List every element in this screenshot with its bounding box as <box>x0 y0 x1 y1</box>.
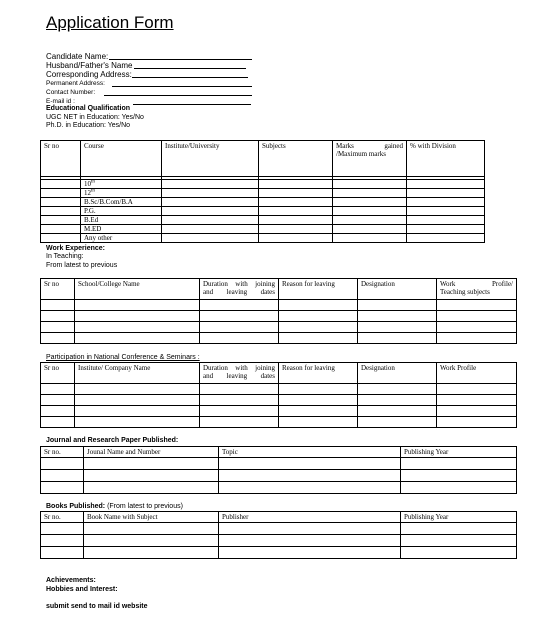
journal-table <box>40 446 517 494</box>
table-cell[interactable] <box>259 216 333 225</box>
table-cell[interactable] <box>41 406 75 417</box>
table-cell[interactable] <box>41 547 84 559</box>
conf-col-srno: Sr no <box>41 363 75 384</box>
books-col-name: Book Name with Subject <box>84 512 219 523</box>
table-cell[interactable] <box>219 458 401 470</box>
table-cell[interactable] <box>200 406 279 417</box>
conference-header-row <box>41 363 517 384</box>
table-cell[interactable] <box>162 216 259 225</box>
candidate-name-line[interactable] <box>109 59 252 60</box>
table-cell[interactable] <box>200 300 279 311</box>
table-cell[interactable] <box>333 225 407 234</box>
table-cell[interactable] <box>41 189 81 198</box>
permanent-address-field[interactable] <box>46 79 105 88</box>
table-cell[interactable] <box>84 470 219 482</box>
col-marks-line1: Marks gained <box>336 142 403 150</box>
table-cell[interactable] <box>401 458 517 470</box>
table-cell[interactable] <box>437 300 517 311</box>
corresponding-address-label: Corresponding Address: <box>46 70 132 79</box>
col-marks <box>333 141 407 177</box>
conference-table-row <box>41 406 517 417</box>
table-cell[interactable] <box>41 482 84 494</box>
conference-table-row <box>41 417 517 428</box>
email-line[interactable] <box>133 104 251 105</box>
page-title: Application Form <box>46 13 174 32</box>
work-header-row <box>41 279 517 300</box>
books-col-publisher: Publisher <box>219 512 401 523</box>
table-row <box>41 225 485 234</box>
table-cell[interactable] <box>407 189 485 198</box>
table-row <box>41 189 485 198</box>
table-cell[interactable] <box>41 180 81 189</box>
table-cell[interactable] <box>437 333 517 344</box>
permanent-address-label: Permanent Address: <box>46 80 105 87</box>
work-col-profile: Work Profile/ Teaching subjects <box>437 279 517 300</box>
table-cell[interactable] <box>358 300 437 311</box>
table-cell[interactable] <box>333 189 407 198</box>
journal-header-row <box>41 447 517 458</box>
contact-number-line[interactable] <box>104 95 252 96</box>
table-cell[interactable] <box>279 322 358 333</box>
journal-col-year: Publishing Year <box>401 447 517 458</box>
in-teaching-label: In Teaching: <box>46 253 84 260</box>
table-cell[interactable] <box>41 234 81 243</box>
table-cell[interactable] <box>437 406 517 417</box>
husband-father-name-line[interactable] <box>134 68 246 69</box>
books-header-row <box>41 512 517 523</box>
course-name: Any other <box>81 234 162 243</box>
table-row <box>41 216 485 225</box>
conf-col-institute: Institute/ Company Name <box>75 363 200 384</box>
education-heading: Educational Qualification <box>46 105 131 112</box>
table-cell[interactable] <box>41 333 75 344</box>
table-cell[interactable] <box>279 406 358 417</box>
table-cell[interactable] <box>219 470 401 482</box>
table-cell[interactable] <box>358 417 437 428</box>
table-cell[interactable] <box>279 417 358 428</box>
journal-table-row <box>41 458 517 470</box>
table-cell[interactable] <box>162 198 259 207</box>
course-name: B.Sc/B.Com/B.A <box>81 198 162 207</box>
table-row <box>41 207 485 216</box>
table-cell[interactable] <box>407 225 485 234</box>
table-cell[interactable] <box>162 180 259 189</box>
conf-col-designation: Designation <box>358 363 437 384</box>
work-table-row <box>41 333 517 344</box>
table-cell[interactable] <box>401 535 517 547</box>
course-name: P.G. <box>81 207 162 216</box>
work-table-row <box>41 300 517 311</box>
table-cell[interactable] <box>41 300 75 311</box>
table-cell[interactable] <box>75 417 200 428</box>
table-cell[interactable] <box>279 333 358 344</box>
table-cell[interactable] <box>437 322 517 333</box>
course-name: 12th <box>81 189 162 198</box>
col-srno: Sr no <box>41 141 81 177</box>
table-cell[interactable] <box>437 384 517 395</box>
course-name: 10th <box>81 180 162 189</box>
table-cell[interactable] <box>333 207 407 216</box>
col-marks-line2: /Maximum marks <box>336 150 386 158</box>
table-cell[interactable] <box>333 198 407 207</box>
table-cell[interactable] <box>75 311 200 322</box>
course-name: B.Ed <box>81 216 162 225</box>
table-cell[interactable] <box>219 547 401 559</box>
work-experience-heading: Work Experience: <box>46 245 106 252</box>
phd-line: Ph.D. in Education: Yes/No <box>46 122 131 129</box>
conference-table-row <box>41 395 517 406</box>
table-cell[interactable] <box>200 417 279 428</box>
table-cell[interactable] <box>358 311 437 322</box>
table-cell[interactable] <box>84 482 219 494</box>
permanent-address-line[interactable] <box>112 86 252 87</box>
table-cell[interactable] <box>41 322 75 333</box>
table-cell[interactable] <box>84 547 219 559</box>
table-cell[interactable] <box>200 395 279 406</box>
col-division: % with Division <box>407 141 485 177</box>
books-table-row <box>41 547 517 559</box>
table-cell[interactable] <box>407 216 485 225</box>
col-institute: Institute/University <box>162 141 259 177</box>
table-cell[interactable] <box>41 311 75 322</box>
conference-table <box>40 362 517 428</box>
books-col-srno: Sr no. <box>41 512 84 523</box>
table-cell[interactable] <box>407 234 485 243</box>
table-cell[interactable] <box>279 384 358 395</box>
table-row <box>41 198 485 207</box>
table-cell[interactable] <box>259 180 333 189</box>
conf-col-profile: Work Profile <box>437 363 517 384</box>
table-cell[interactable] <box>75 300 200 311</box>
table-cell[interactable] <box>41 225 81 234</box>
husband-father-name-field[interactable] <box>46 61 132 70</box>
work-table-row <box>41 322 517 333</box>
table-cell[interactable] <box>41 523 84 535</box>
col-course: Course <box>81 141 162 177</box>
work-col-reason: Reason for leaving <box>279 279 358 300</box>
table-cell[interactable] <box>41 417 75 428</box>
husband-father-name-label: Husband/Father's Name <box>46 61 133 70</box>
table-cell[interactable] <box>259 225 333 234</box>
hobbies-label: Hobbies and Interest: <box>46 586 118 593</box>
journal-col-srno: Sr no. <box>41 447 84 458</box>
books-heading: Books Published: (From latest to previous) <box>46 503 183 510</box>
books-col-year: Publishing Year <box>401 512 517 523</box>
table-cell[interactable] <box>162 225 259 234</box>
journal-heading: Journal and Research Paper Published: <box>46 437 179 444</box>
table-cell[interactable] <box>437 417 517 428</box>
table-cell[interactable] <box>41 535 84 547</box>
table-cell[interactable] <box>437 395 517 406</box>
education-header-row <box>41 141 485 177</box>
table-cell[interactable] <box>41 384 75 395</box>
table-cell[interactable] <box>401 470 517 482</box>
table-cell[interactable] <box>162 189 259 198</box>
email-label: E-mail id : <box>46 98 75 105</box>
conf-col-reason: Reason for leaving <box>279 363 358 384</box>
table-cell[interactable] <box>333 216 407 225</box>
table-cell[interactable] <box>407 198 485 207</box>
table-cell[interactable] <box>200 322 279 333</box>
table-cell[interactable] <box>219 482 401 494</box>
conference-table-row <box>41 384 517 395</box>
table-cell[interactable] <box>200 311 279 322</box>
work-table <box>40 278 517 344</box>
books-table-row <box>41 535 517 547</box>
table-cell[interactable] <box>407 207 485 216</box>
candidate-name-label: Candidate Name: <box>46 52 109 61</box>
table-cell[interactable] <box>401 523 517 535</box>
course-name: M.ED <box>81 225 162 234</box>
table-cell[interactable] <box>200 333 279 344</box>
table-cell[interactable] <box>75 395 200 406</box>
conference-heading: Participation in National Conference & Seminars : <box>46 354 200 361</box>
table-cell[interactable] <box>358 395 437 406</box>
table-cell[interactable] <box>219 535 401 547</box>
table-cell[interactable] <box>75 406 200 417</box>
table-cell[interactable] <box>75 333 200 344</box>
books-table-row <box>41 523 517 535</box>
table-cell[interactable] <box>259 189 333 198</box>
table-cell[interactable] <box>279 395 358 406</box>
submit-note: submit send to mail id website <box>46 603 148 610</box>
books-table <box>40 511 517 559</box>
journal-table-row <box>41 482 517 494</box>
ugc-net-line: UGC NET in Education: Yes/No <box>46 114 144 121</box>
journal-table-row <box>41 470 517 482</box>
table-cell[interactable] <box>41 207 81 216</box>
work-col-school: School/College Name <box>75 279 200 300</box>
journal-col-name: Jounal Name and Number <box>84 447 219 458</box>
table-cell[interactable] <box>41 395 75 406</box>
table-cell[interactable] <box>200 384 279 395</box>
table-cell[interactable] <box>259 207 333 216</box>
table-cell[interactable] <box>41 198 81 207</box>
contact-number-field[interactable] <box>46 88 95 97</box>
table-row <box>41 234 485 243</box>
table-cell[interactable] <box>333 180 407 189</box>
table-cell[interactable] <box>219 523 401 535</box>
table-cell[interactable] <box>41 458 84 470</box>
table-cell[interactable] <box>401 547 517 559</box>
corresponding-address-field[interactable] <box>46 70 132 79</box>
conf-col-duration: Duration with joining and leaving dates <box>200 363 279 384</box>
table-cell[interactable] <box>279 300 358 311</box>
contact-number-label: Contact Number: <box>46 89 96 96</box>
table-cell[interactable] <box>84 458 219 470</box>
latest-to-previous-label: From latest to previous <box>46 262 118 269</box>
work-col-designation: Designation <box>358 279 437 300</box>
education-table <box>40 140 485 243</box>
table-cell[interactable] <box>358 322 437 333</box>
table-cell[interactable] <box>41 470 84 482</box>
table-cell[interactable] <box>162 207 259 216</box>
table-cell[interactable] <box>401 482 517 494</box>
table-cell[interactable] <box>41 216 81 225</box>
table-cell[interactable] <box>75 384 200 395</box>
table-cell[interactable] <box>358 406 437 417</box>
table-cell[interactable] <box>279 311 358 322</box>
work-col-srno: Sr no <box>41 279 75 300</box>
table-row <box>41 180 485 189</box>
table-cell[interactable] <box>259 198 333 207</box>
work-table-row <box>41 311 517 322</box>
col-subjects: Subjects <box>259 141 333 177</box>
table-cell[interactable] <box>333 234 407 243</box>
table-cell[interactable] <box>84 535 219 547</box>
corresponding-address-line[interactable] <box>132 77 248 78</box>
table-cell[interactable] <box>162 234 259 243</box>
table-cell[interactable] <box>407 180 485 189</box>
table-cell[interactable] <box>75 322 200 333</box>
table-cell[interactable] <box>84 523 219 535</box>
table-cell[interactable] <box>437 311 517 322</box>
table-cell[interactable] <box>358 333 437 344</box>
achievements-label: Achievements: <box>46 577 96 584</box>
journal-col-topic: Topic <box>219 447 401 458</box>
work-col-duration: Duration with joining and leaving dates <box>200 279 279 300</box>
table-cell[interactable] <box>259 234 333 243</box>
table-cell[interactable] <box>358 384 437 395</box>
candidate-name-field[interactable] <box>46 52 108 61</box>
